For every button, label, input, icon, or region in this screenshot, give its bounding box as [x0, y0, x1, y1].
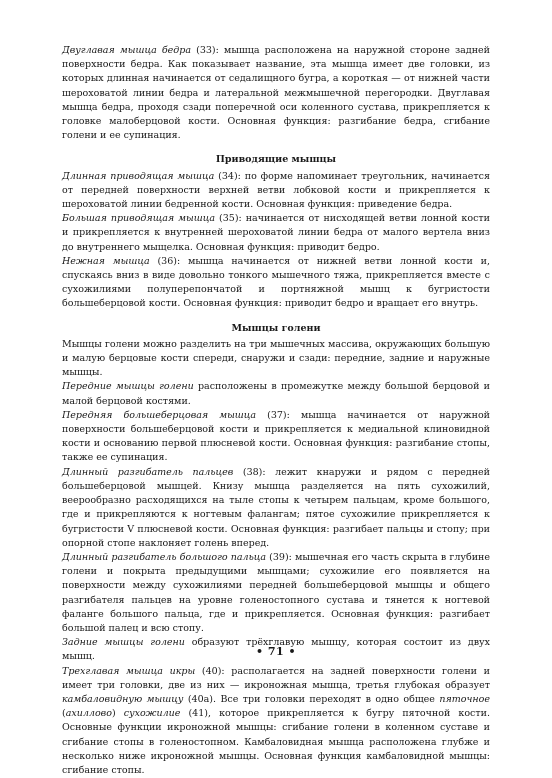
- paragraph-text: ): [111, 708, 124, 720]
- paragraph-text: (: [62, 708, 66, 720]
- term: ахиллово: [65, 708, 112, 720]
- paragraph-text: (35): начинается от нисходящей ветви лонной кости и прикрепляется к внутренней шероховатой линии бедра от малого вертела вниз до внутреннего мыщелка. Основная функция: приводит бедро.: [62, 213, 490, 253]
- paragraph-adductor-longus: [62, 170, 490, 213]
- paragraph-text: образуют трёхглавую мышцу, которая состоит из двух мышц.: [62, 637, 491, 663]
- paragraph-text: (40): располагается на задней поверхности голени и имеет три головки, две из них — икроножная мышца, третья глубокая образует: [62, 665, 491, 691]
- term: сухожилие: [123, 708, 181, 720]
- paragraph-triceps-surae: [62, 665, 490, 778]
- section-heading-lower-leg: Мышцы голени: [231, 322, 321, 334]
- paragraph-text: (34): по форме напоминает треугольник, начинается от передней поверхности верхней ветви лобковой кости и прикрепляется к шероховатой линии бедренной кости. Основная функция: приведение бедра.: [62, 170, 490, 211]
- term: Длинная приводящая мышца: [62, 170, 215, 182]
- page-content: [62, 44, 490, 778]
- paragraph-biceps-femoris: [62, 44, 490, 143]
- paragraph-text: расположены в промежутке между большой берцовой и малой берцовой костями.: [62, 381, 490, 407]
- paragraph-extensor-digitorum: [62, 466, 490, 551]
- term: Задние мышцы голени: [62, 637, 185, 649]
- term: камбаловидную мышцу: [62, 693, 184, 705]
- paragraph-text: (39): мышечная его часть скрыта в глубине голени и покрыта предыдущими мышцами; сухожилие его появляется на поверхности между сухожилиями передней большеберцовой мышцы и общего разгибателя пальцев на уровне голеностопного сустава и тянется к ногтевой фаланге большого пальца, где и прикрепляется. Основная функция: разгибает большой палец и всю стопу.: [62, 551, 490, 634]
- paragraph-text: (33): мышца расположена на наружной стороне задней поверхности бедра. Как показывает название, эта мышца имеет две головки, из которых длинная начинается от седалищного бугра, а короткая — от нижней части шероховатой линии бедра и латеральной межмышечной перегородки. Двуглавая мышца бедра, проходя сзади поперечной оси коленного сустава, прикрепляется к головке малоберцовой кости. Основная функция: разгибание бедра, сгибание голени и ее супинация.: [62, 45, 490, 142]
- term: Нежная мышца: [62, 255, 150, 267]
- paragraph-text: (40a). Все три головки переходят в одно общее: [183, 693, 440, 705]
- paragraph-adductor-magnus: [62, 212, 490, 255]
- paragraph-extensor-hallucis: [62, 551, 490, 636]
- term: Передние мышцы голени: [62, 381, 194, 393]
- term: Двуглавая мышца бедра: [62, 45, 192, 56]
- term: Трехглавая мышца икры: [62, 665, 196, 677]
- term: Передняя большеберцовая мышца: [62, 409, 257, 421]
- paragraph-text: (38): лежит кнаружи и рядом с передней большеберцовой мышцей. Книзу мышца разделяется на пять сухожилий, веерообразно расходящихся на тыле стопы к четырем пальцам, кроме большого, где и прикрепляются к ногтевым фалангам; пятое сухожилие прикрепляется к бугристости V плюсневой кости. Основная функция: разгибает пальцы и стопу; при опорной стопе наклоняет голень вперед.: [62, 466, 490, 549]
- paragraph-text: (36): мышца начинается от нижней ветви лонной кости и, спускаясь вниз в виде довольно тонкого мышечного тяжа, прикрепляется вместе с сухожилиями полуперепончатой и портняжной мышц к бугристости большеберцовой кости. Основная функция: приводит бедро и вращает его внутрь.: [62, 255, 490, 310]
- term: Длинный разгибатель большого пальца: [62, 551, 267, 563]
- paragraph-tibialis-anterior: [62, 409, 490, 466]
- section-heading-adductors: Приводящие мышцы: [215, 154, 337, 166]
- term: Длинный разгибатель пальцев: [62, 466, 234, 478]
- page-number: • 71 •: [255, 645, 297, 658]
- term: пяточное: [439, 693, 490, 705]
- paragraph-text: (37): мышца начинается от наружной поверхности большеберцовой кости и прикрепляется к медиальной клиновидной кости и основанию первой плюсневой кости. Основная функция: разгибание стопы, также ее супинация.: [62, 409, 491, 464]
- paragraph-lower-leg-intro: Мышцы голени можно разделить на три мышечных массива, окружающих большую и малую берцовые кости спереди, снаружи и сзади: передние, задние и наружные мышцы.: [62, 338, 490, 379]
- paragraph-text: (41), которое прикрепляется к бугру пяточной кости. Основные функции икроножной мышцы: сгибание голени в коленном суставе и сгибание стопы в голеностопном. Камбаловидная мышца расположена глубже и несколько ниже икроножной мышцы. Основная функция камбаловидной мышцы: сгибание стопы.: [62, 708, 490, 776]
- term: Большая приводящая мышца: [62, 213, 216, 225]
- paragraph-gracilis: [62, 255, 490, 312]
- paragraph-anterior-muscles: [62, 380, 490, 408]
